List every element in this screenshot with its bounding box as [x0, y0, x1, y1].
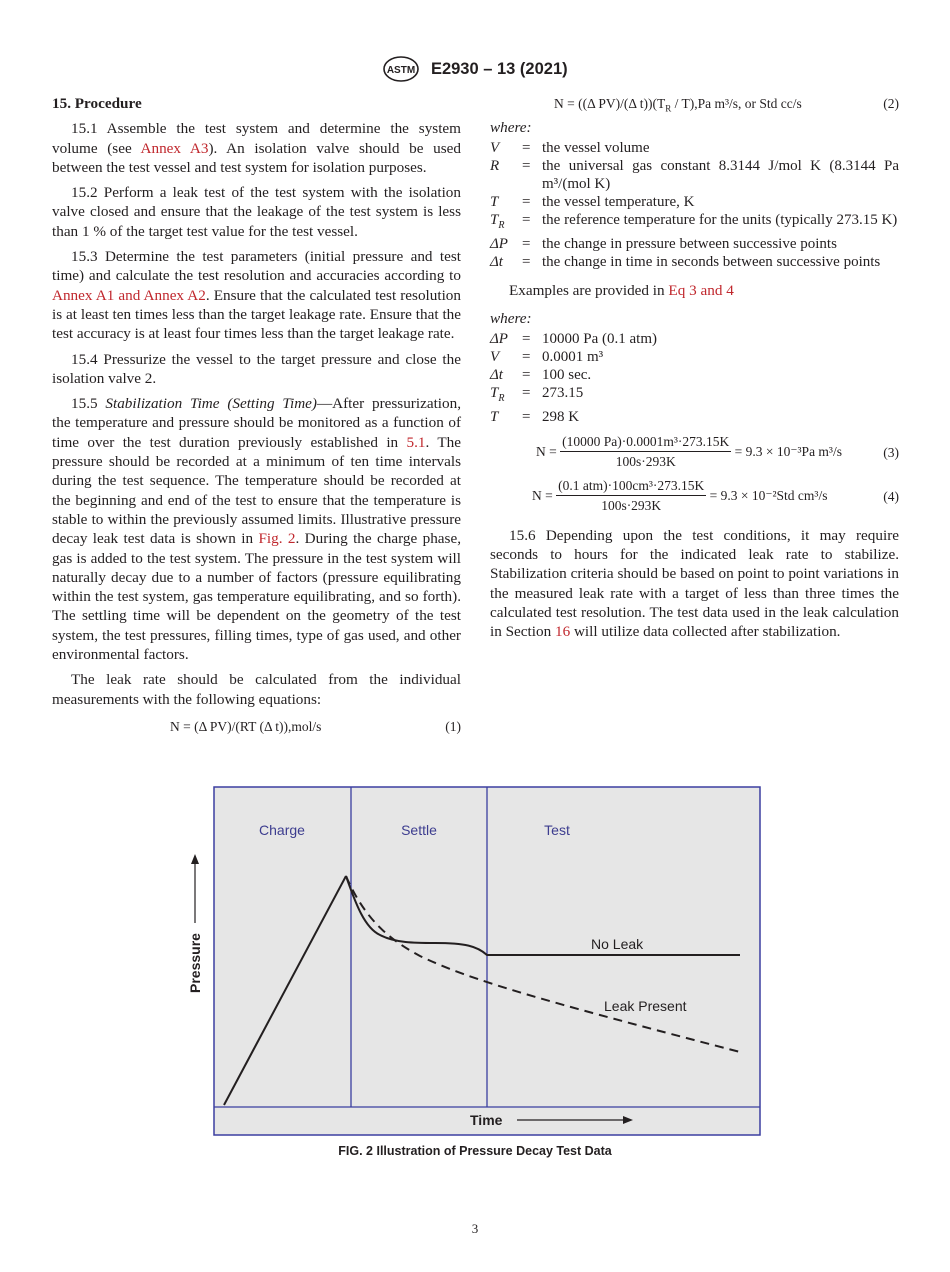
section-5-1-link[interactable]: 5.1: [406, 433, 426, 451]
example-row: Δt = 100 sec.: [490, 366, 592, 383]
document-header: [0, 56, 950, 82]
definition-row: Δt = the change in time in seconds between successive points: [490, 254, 881, 271]
definition-row: T = the vessel temperature, K: [490, 194, 695, 211]
leak-present-label: Leak Present: [604, 998, 687, 1014]
where-label-1: where:: [490, 119, 532, 136]
x-axis-label: Time: [470, 1112, 503, 1128]
svg-text:ASTM: ASTM: [387, 65, 416, 76]
eq-3-4-link[interactable]: Eq 3 and 4: [668, 282, 734, 300]
stabilization-title: Stabilization Time (Setting Time): [105, 395, 317, 413]
definition-row: ΔP = the change in pressure between successive points: [490, 236, 837, 253]
example-values: [490, 330, 899, 426]
example-row: ΔP = 10000 Pa (0.1 atm): [490, 330, 657, 347]
example-row: T = 298 K: [490, 408, 580, 425]
equation-4: N = $\frac{\text{(0.1 atm)·100cm³·273.15K}}{100s\cdot 293K}$ = 9.3 × 10⁻²Std cm³/s (4): [532, 477, 899, 514]
example-row: $T_R$ = 273.15: [490, 384, 584, 404]
definition-row: R = the universal gas constant 8.3144 J/mol K (8.3144 Pa m³/(mol K): [490, 158, 899, 193]
standard-code: E2930 – 13 (2021): [430, 60, 568, 78]
phase-label-settle: Settle: [401, 822, 437, 838]
variable-definitions: [490, 139, 899, 271]
figure-caption: FIG. 2 Illustration of Pressure Decay Test Data: [338, 1144, 612, 1158]
section-title: 15. Procedure: [52, 95, 142, 112]
pressure-decay-figure: [180, 780, 770, 1140]
paragraph-15-6: 15.6 Depending upon the test conditions, it may require seconds to hours for the indicated leak rate to stabilize. Stabilization criteria should be based on point to point variations in the measured leak rate with a target of less than three times the calculated test resolution. The test data used in the leak calculation in Section 16 will utilize data collected after stabilization.: [490, 526, 899, 641]
right-column: [490, 94, 899, 648]
annex-a3-link[interactable]: Annex A3: [140, 139, 209, 157]
definition-row: $T_R$ = the reference temperature for the units (typically 273.15 K): [490, 212, 898, 232]
y-axis-label: Pressure: [187, 933, 203, 993]
paragraph-leak-rate: The leak rate should be calculated from the individual measurements with the following equations:: [52, 671, 461, 708]
equation-1: N = (Δ PV)/(RT (Δ t)),mol/s (1): [170, 718, 461, 734]
left-column: [52, 94, 461, 737]
page-number: 3: [471, 1221, 479, 1236]
paragraph-15-5: 15.5 Stabilization Time (Setting Time)—After pressurization, the temperature and pressure should be monitored as a function of time over the test duration previously established in 5.1. The pressure should be recorded at a minimum of ten time intervals during the test sequence. The temperature should be recorded at the beginning and end of the test to ensure that the temperature is stable to within the previously assumed limits. Illustrative pressure decay leak test data is shown in Fig. 2. During the charge phase, gas is added to the test system. The pressure in the test system will naturally decay due to a number of factors (pressure equilibrating within the test system, gas temperature equilibrating, and so forth). The settling time will be dependent on the geometry of the test system, the test pressures, filling times, type of gas used, and other environmental factors.: [52, 395, 461, 664]
paragraph-15-3: 15.3 Determine the test parameters (initial pressure and test time) and calculate the test resolution and accuracies according to Annex A1 and Annex A2. Ensure that the calculated test resolution is at least ten times less than the target leakage rate. Ensure that the test accuracy is at least four times less than the target leakage rate.: [52, 248, 461, 343]
paragraph-15-2: 15.2 Perform a leak test of the test system with the isolation valve closed and ensure that the leakage of the test system is less than 1 % of the target test value for the test vessel.: [52, 184, 461, 240]
phase-label-test: Test: [544, 822, 570, 838]
y-axis-arrow-icon: [191, 854, 199, 864]
paragraph-15-1: 15.1 Assemble the test system and determine the system volume (see Annex A3). An isolation valve should be used between the test vessel and test system for isolation purposes.: [52, 120, 461, 176]
paragraph-15-4: 15.4 Pressurize the vessel to the target pressure and close the isolation valve 2.: [52, 350, 461, 387]
equation-2: N = ((Δ PV)/(Δ $t))(T_R / T),Pa$ m³/s, or Std cc/s (2): [554, 96, 899, 114]
definition-row: V = the vessel volume: [490, 140, 650, 157]
phase-label-charge: Charge: [259, 822, 305, 838]
example-row: V = 0.0001 m³: [490, 348, 604, 365]
fig-2-link[interactable]: Fig. 2: [258, 530, 296, 548]
no-leak-label: No Leak: [591, 936, 644, 952]
equation-3: N = $\frac{\text{(10000 Pa)·0.0001m³·273.15K}}{100s\cdot 293K}$ = 9.3 × 10⁻³Pa m³/s (3): [536, 433, 899, 470]
where-label-2: where:: [490, 309, 532, 327]
annex-a1-a2-link[interactable]: Annex A1 and Annex A2: [52, 286, 206, 304]
examples-paragraph: Examples are provided in Eq 3 and 4: [509, 282, 734, 300]
section-16-link[interactable]: 16: [554, 623, 571, 641]
astm-logo-icon: [382, 56, 420, 82]
